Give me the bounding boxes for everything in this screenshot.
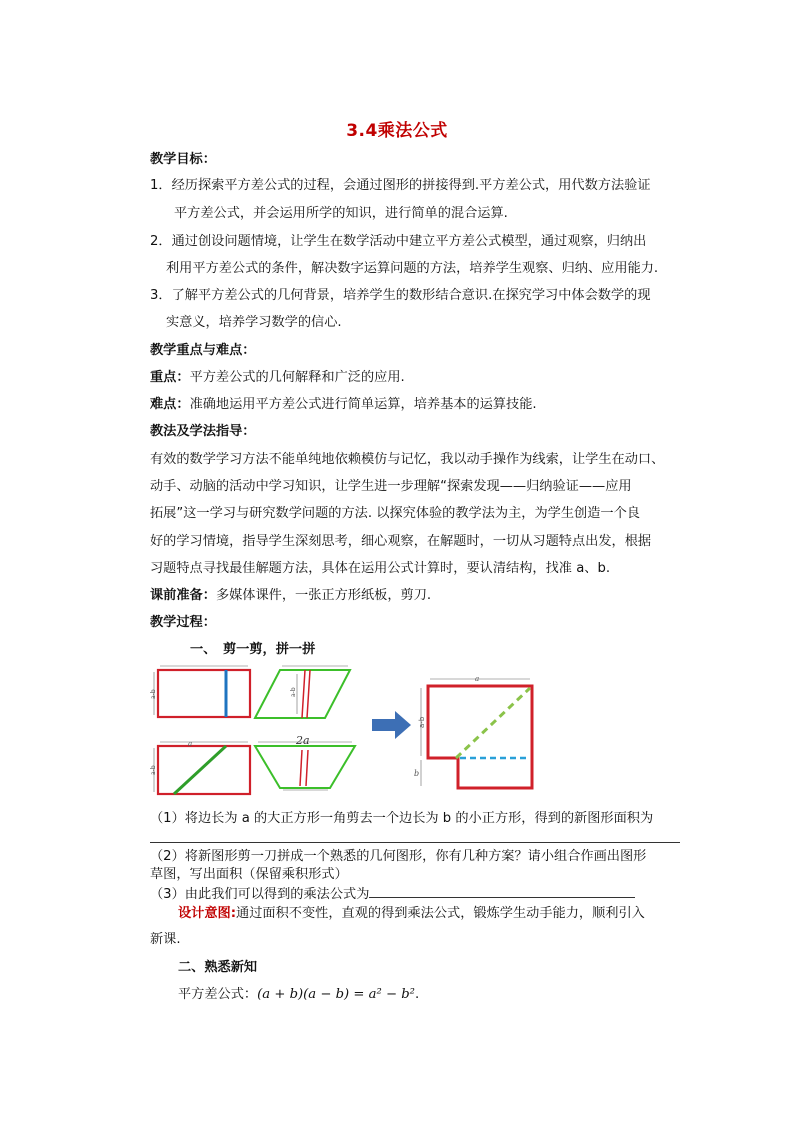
green-cut-line xyxy=(174,746,226,794)
label-2a: 2a xyxy=(296,734,310,747)
section-2-heading: 二、熟悉新知 xyxy=(178,960,258,975)
key-points-heading: 教学重点与难点： xyxy=(150,343,256,358)
process-heading: 教学过程： xyxy=(150,615,216,630)
key-label: 重点： xyxy=(150,370,190,385)
difficulty-text: 准确地运用平方差公式进行简单运算，培养基本的运算技能. xyxy=(189,397,537,412)
difficulty-label: 难点： xyxy=(150,397,190,412)
objective-1-line-1: 1．经历探索平方差公式的过程，会通过图形的拼接得到.平方差公式，用代数方法验证 xyxy=(150,178,651,193)
answer-line-3 xyxy=(369,883,635,898)
prep-row xyxy=(150,586,431,606)
objectives-heading: 教学目标： xyxy=(150,152,216,167)
design-label: 设计意图: xyxy=(178,906,237,921)
formula-label: 平方差公式： xyxy=(178,987,258,1002)
design-text-line-1: 通过面积不变性，直观的得到乘法公式，锻炼学生动手能力，顺利引入 xyxy=(236,906,645,921)
design-text-line-2: 新课. xyxy=(150,932,181,947)
label-a-minus-b-1: a-b xyxy=(150,689,157,699)
method-line-4: 好的学习情境，指导学生深刻思考，细心观察，在解题时，一切从习题特点出发，根据 xyxy=(150,534,652,549)
rect-bottom-left xyxy=(158,746,250,794)
l-shape xyxy=(428,686,532,788)
method-heading: 教法及学法指导： xyxy=(150,424,256,439)
objective-1-line-2: 平方差公式，并会运用所学的知识，进行简单的混合运算. xyxy=(174,206,508,221)
method-line-5: 习题特点寻找最佳解题方法，具体在运用公式计算时，要认清结构，找准 a、b. xyxy=(150,561,611,576)
label-a-bottom-rect: a xyxy=(188,740,193,748)
difference-of-squares-formula: (a + b)(a − b) = a² − b² xyxy=(257,987,415,1002)
green-dashed-cut xyxy=(456,688,530,758)
question-1: （1）将边长为 a 的大正方形一角剪去一个边长为 b 的小正方形，得到的新图形面积为 xyxy=(150,811,654,826)
section-1-heading: 一、 剪一剪，拼一拼 xyxy=(190,642,316,657)
label-b-lshape: b xyxy=(414,769,420,778)
method-line-3: 拓展”这一学习与研究数学问题的方法. 以探究体验的教学法为主，为学生创造一个良 xyxy=(150,506,640,521)
key-point-row xyxy=(150,368,405,388)
rect-top-left xyxy=(158,670,250,717)
key-text: 平方差公式的几何解释和广泛的应用. xyxy=(189,370,405,385)
question-3-row xyxy=(150,883,635,905)
question-2-line-1: （2）将新图形剪一刀拼成一个熟悉的几何图形，你有几种方案？请小组合作画出图形 xyxy=(150,849,647,864)
formula-end: . xyxy=(414,987,420,1002)
trapezoid xyxy=(255,746,355,788)
answer-line-1 xyxy=(150,842,680,843)
label-a-minus-b-2: a-b xyxy=(290,687,297,697)
label-a-minus-b-3: a-b xyxy=(150,765,157,775)
label-a-lshape: a xyxy=(475,675,480,683)
prep-label: 课前准备： xyxy=(150,588,216,603)
label-a-minus-b-lshape: a-b xyxy=(418,716,426,728)
objective-3-line-1: 3．了解平方差公式的几何背景，培养学生的数形结合意识.在探究学习中体会数学的现 xyxy=(150,288,651,303)
design-intent-row xyxy=(178,904,645,924)
method-line-1: 有效的数学学习方法不能单纯地依赖模仿与记忆，我以动手操作为线索，让学生在动口、 xyxy=(150,452,665,467)
difficulty-row xyxy=(150,395,537,415)
objective-2-line-2: 利用平方差公式的条件，解决数字运算问题的方法，培养学生观察、归纳、应用能力. xyxy=(166,261,659,276)
method-line-2: 动手、动脑的活动中学习知识，让学生进一步理解“探索发现——归纳验证——应用 xyxy=(150,479,632,494)
page-title: 3.4乘法公式 xyxy=(346,121,448,141)
question-2-line-2: 草图，写出面积（保留乘积形式） xyxy=(150,867,348,882)
objective-2-line-1: 2．通过创设问题情境，让学生在数学活动中建立平方差公式模型，通过观察，归纳出 xyxy=(150,234,647,249)
objective-3-line-2: 实意义，培养学习数学的信心. xyxy=(166,315,342,330)
geometry-figure xyxy=(150,662,670,802)
formula-row xyxy=(178,985,419,1005)
question-3: （3）由此我们可以得到的乘法公式为 xyxy=(150,887,370,902)
prep-text: 多媒体课件，一张正方形纸板，剪刀. xyxy=(215,588,432,603)
right-arrow-icon xyxy=(372,711,411,739)
